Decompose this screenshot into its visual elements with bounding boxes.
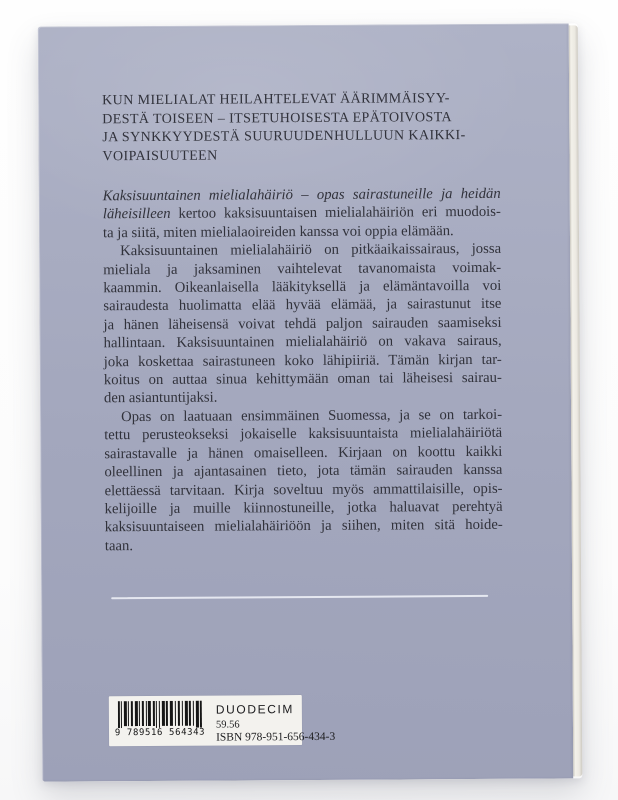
blurb-line: taan. [104,537,134,554]
blurb-line: sairaudesta huolimatta elää hyvää elämää, ja sairastunut itse [103,296,502,315]
blurb-line: koitus on auttaa sinua kehittymään oman tai läheisesi sairau- [103,369,502,389]
cover-blurb [103,185,503,556]
blurb-line: Opas on laatuaan ensimmäinen Suomessa, ja se on tarkoi- [121,406,503,426]
barcode-bars [118,701,202,729]
cover-text-column [102,90,503,556]
blurb-line: sairastavalle ja hänen omaiselleen. Kirjaan on koottu kaikki [104,443,503,462]
barcode [116,701,204,743]
blurb-line: mieliala ja jaksaminen vaihtelevat tavanomaista voimak- [103,259,502,278]
blurb-line: Kaksisuuntainen mielialahäiriö on pitkäaikaissairaus, jossa [120,241,502,260]
cover-surface [38,23,574,781]
blurb-line: den asiantuntijaksi. [103,390,218,407]
blurb-line: kelijoille ja muille kiinnostuneille, jotka haluavat perehtyä [104,498,503,518]
tagline-line: JA SYNKKYYDESTÄ SUURUUDENHULLUUN KAIKKI- [102,128,466,146]
blurb-line: elettäessä tarvitaan. Kirja soveltuu myös ammattilaisille, opis- [104,480,503,499]
barcode-digits: 9 789516 564343 [114,727,206,739]
blurb-line [103,203,501,224]
book-title-italic: läheisilleen [102,206,171,223]
blurb-line [103,185,501,206]
blurb-line: joka koskettaa sairastuneen koko lähipiiriä. Tämän kirjan tar- [103,351,502,370]
blurb-line: kaksisuuntaiseen mielialahäiriöön ja siihen, miten sitä hoide- [104,517,503,536]
tagline-line: DESTÄ TOISEEN – ITSETUHOISESTA EPÄTOIVOSTA [102,109,453,127]
book-title-italic: Kaksisuuntainen mielialahäiriö – opas sairastuneille ja heidän [102,185,501,205]
blurb-line: kaammin. Oikeanlaisella lääkityksellä ja elämäntavoilla voi [103,277,502,297]
tagline-line: VOIPAISUUTEEN [102,148,218,164]
cover-tagline [102,90,500,166]
isbn-number: ISBN 978-951-656-434-3 [216,730,336,744]
blurb-line: oleellinen ja ajantasainen tieto, jota tämän sairauden kanssa [104,461,503,481]
divider-rule [111,595,488,599]
label-text [216,700,335,742]
blurb-line: tettu perusteokseksi jokaiselle kaksisuuntaista mielialahäiriötä [104,425,503,444]
tagline-line: KUN MIELIALAT HEILAHTELEVAT ÄÄRIMMÄISYY- [102,91,450,109]
classification-number: 59.56 [215,719,240,731]
barcode-label [109,695,336,746]
blurb-line: ta ja siitä, miten mielialaoireiden kanssa voi oppia elämään. [102,222,454,242]
publisher-name: DUODECIM [215,702,295,717]
blurb-text: kertoo kaksisuuntaisen mielialahäiriön eri muodois- [170,204,501,223]
blurb-line: hallintaan. Kaksisuuntainen mielialahäiriö on vakava sairaus, [103,333,502,352]
book-back-cover [38,23,583,781]
blurb-line: ja hänen läheisensä voivat tehdä paljon sairauden saamiseksi [103,314,502,334]
